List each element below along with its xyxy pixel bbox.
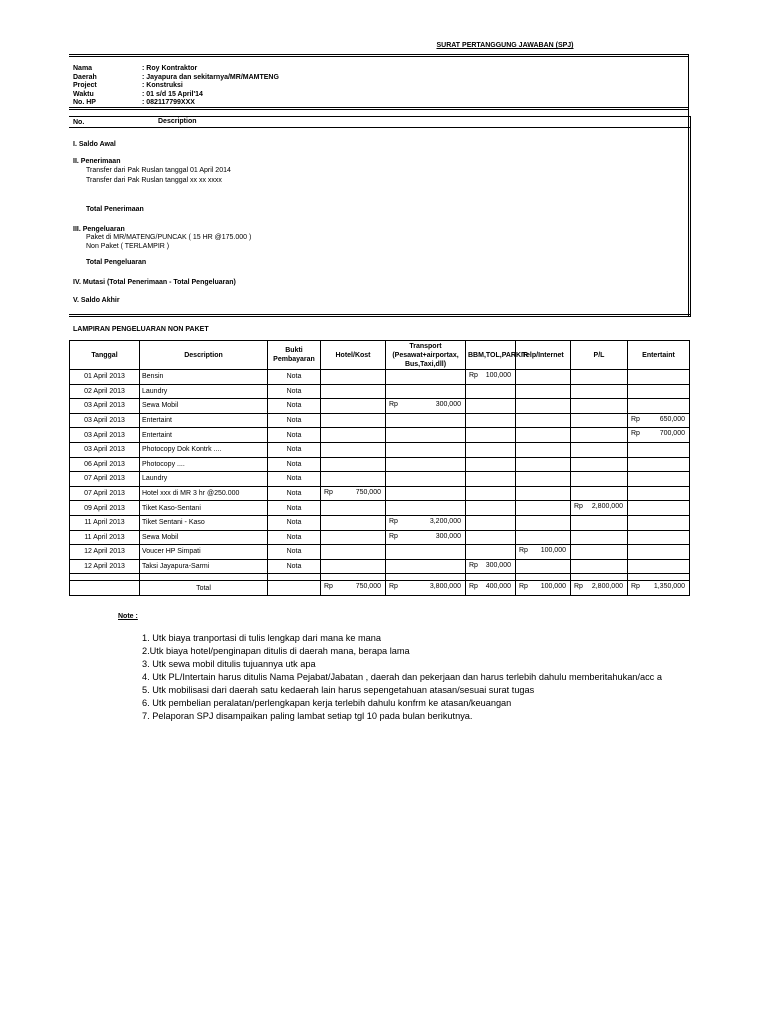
cell-hotel <box>321 370 386 385</box>
table-row <box>70 399 690 414</box>
document-title: SURAT PERTANGGUNG JAWABAN (SPJ) <box>436 42 574 49</box>
cell-ent <box>628 442 690 457</box>
cell-empty <box>516 574 571 581</box>
table-header-row <box>70 341 690 370</box>
total-ent <box>628 581 690 596</box>
cell-description: Photocopy Dok Kontrk .... <box>140 442 268 457</box>
cell-description: Sewa Mobil <box>140 399 268 414</box>
field-value: : 082117799XXX <box>142 99 195 106</box>
cell-empty <box>268 581 321 596</box>
lampiran-title: LAMPIRAN PENGELUARAN NON PAKET <box>73 326 209 333</box>
table-row <box>70 545 690 560</box>
header-divider-thick <box>69 109 689 110</box>
cell-hotel <box>321 428 386 443</box>
cell-telp <box>516 457 571 472</box>
currency-label: Rp <box>631 415 640 423</box>
currency-label: Rp <box>469 372 478 379</box>
cell-empty <box>321 574 386 581</box>
cell-pl <box>571 545 628 560</box>
cell-bukti: Nota <box>268 472 321 487</box>
currency-label: Rp <box>324 583 333 591</box>
th-telp: Telp/Internet <box>516 341 571 370</box>
note-item: 1. Utk biaya tranportasi di tulis lengkap dari mana ke mana <box>142 633 382 643</box>
cell-pl <box>571 370 628 385</box>
cell-bukti: Nota <box>268 384 321 399</box>
currency-label: Rp <box>389 532 398 540</box>
cell-bbm <box>466 472 516 487</box>
cell-transport <box>386 472 466 487</box>
cell-empty <box>628 574 690 581</box>
table-row <box>70 472 690 487</box>
cell-description: Sewa Mobil <box>140 530 268 545</box>
amount: 3,200,000 <box>429 517 461 525</box>
cell-pl <box>571 428 628 443</box>
cell-bukti: Nota <box>268 545 321 560</box>
currency-label: Rp <box>389 517 398 525</box>
cell-pl <box>571 486 628 501</box>
cell-empty <box>268 574 321 581</box>
colhead-bottom-line <box>69 127 691 128</box>
cell-telp <box>516 559 571 574</box>
cell-description: Tiket Kaso-Sentani <box>140 501 268 516</box>
field-value: : Jayapura dan sekitarnya/MR/MAMTENG <box>142 73 279 81</box>
cell-hotel <box>321 472 386 487</box>
cell-ent <box>628 559 690 574</box>
cell-telp <box>516 530 571 545</box>
cell-hotel <box>321 501 386 516</box>
cell-bbm <box>466 559 516 574</box>
cell-hotel <box>321 384 386 399</box>
cell-tanggal: 12 April 2013 <box>70 559 140 574</box>
table-row <box>70 486 690 501</box>
currency-label: Rp <box>519 547 528 555</box>
cell-bbm <box>466 515 516 530</box>
table-row <box>70 370 690 385</box>
cell-bukti: Nota <box>268 486 321 501</box>
cell-transport <box>386 530 466 545</box>
field-label: Nama <box>73 65 93 72</box>
note-item: 5. Utk mobilisasi dari daerah satu kedaerah lain harus sepengetahuan atasan/sesuai surat tugas <box>142 685 535 695</box>
cell-empty <box>70 574 140 581</box>
currency-label: Rp <box>389 401 398 409</box>
cell-bbm <box>466 486 516 501</box>
cell-description: Taksi Jayapura-Sarmi <box>140 559 268 574</box>
currency-label: Rp <box>519 583 528 591</box>
cell-ent <box>628 457 690 472</box>
th-hotel: Hotel/Kost <box>321 341 386 370</box>
amount: 700,000 <box>659 430 685 438</box>
saldo-akhir: V. Saldo Akhir <box>73 297 120 304</box>
cell-description: Tiket Sentani - Kaso <box>140 515 268 530</box>
cell-transport <box>386 370 466 385</box>
cell-hotel <box>321 486 386 501</box>
cell-ent <box>628 530 690 545</box>
th-description: Description <box>140 341 268 370</box>
notes-list <box>142 632 662 723</box>
cell-bukti: Nota <box>268 399 321 414</box>
th-entertaint: Entertaint <box>628 341 690 370</box>
table-row <box>70 442 690 457</box>
currency-label: Rp <box>631 430 640 438</box>
table-row <box>70 530 690 545</box>
cell-description: Bensin <box>140 370 268 385</box>
total-penerimaan: Total Penerimaan <box>86 206 144 213</box>
cell-ent <box>628 501 690 516</box>
cell-bbm <box>466 428 516 443</box>
cell-bukti: Nota <box>268 559 321 574</box>
cell-pl <box>571 399 628 414</box>
field-label: Project <box>73 82 97 89</box>
cell-empty <box>571 574 628 581</box>
table-gap-row <box>70 574 690 581</box>
cell-transport <box>386 384 466 399</box>
total-hotel <box>321 581 386 596</box>
cell-ent <box>628 545 690 560</box>
cell-transport <box>386 457 466 472</box>
field-label: No. HP <box>73 99 96 106</box>
cell-hotel <box>321 559 386 574</box>
note-item: 7. Pelaporan SPJ disampaikan paling lambat setiap tgl 10 pada bulan berikutnya. <box>142 711 473 721</box>
paket-line: Paket di MR/MATENG/PUNCAK ( 15 HR @175.000 ) <box>86 234 252 241</box>
cell-telp <box>516 442 571 457</box>
cell-description: Voucer HP Simpati <box>140 545 268 560</box>
field-value: : Roy Kontraktor <box>142 65 198 72</box>
top-border-thick <box>69 56 689 57</box>
cell-ent <box>628 370 690 385</box>
cell-transport <box>386 486 466 501</box>
th-bbm: BBM,TOL,PARKIR <box>466 341 516 370</box>
note-item: 4. Utk PL/Intertain harus ditulis Nama Pejabat/Jabatan , daerah dan pekerjaan dan harus terlebih dahulu memberitahukan/acc a <box>142 672 662 682</box>
cell-pl <box>571 457 628 472</box>
cell-transport <box>386 399 466 414</box>
amount: 100,000 <box>485 372 511 379</box>
cell-empty <box>466 574 516 581</box>
mutasi: IV. Mutasi (Total Penerimaan - Total Pengeluaran) <box>73 279 236 286</box>
cell-pl <box>571 530 628 545</box>
cell-hotel <box>321 545 386 560</box>
cell-ent <box>628 515 690 530</box>
cell-bbm <box>466 530 516 545</box>
saldo-awal: I. Saldo Awal <box>73 141 116 148</box>
currency-label: Rp <box>574 583 583 591</box>
cell-telp <box>516 413 571 428</box>
note-item: 3. Utk sewa mobil ditulis tujuannya utk apa <box>142 659 316 669</box>
table-row <box>70 501 690 516</box>
cell-pl <box>571 384 628 399</box>
table-row <box>70 413 690 428</box>
right-border-inner <box>690 116 691 316</box>
cell-bbm <box>466 545 516 560</box>
cell-bukti: Nota <box>268 515 321 530</box>
cell-description: Entertaint <box>140 428 268 443</box>
cell-tanggal: 03 April 2013 <box>70 442 140 457</box>
table-row <box>70 428 690 443</box>
cell-description: Photocopy .... <box>140 457 268 472</box>
cell-hotel <box>321 457 386 472</box>
cell-telp <box>516 370 571 385</box>
cell-bukti: Nota <box>268 428 321 443</box>
lampiran-table <box>69 340 690 596</box>
total-telp <box>516 581 571 596</box>
field-label: Waktu <box>73 90 94 98</box>
cell-bbm <box>466 442 516 457</box>
cell-transport <box>386 428 466 443</box>
table-row <box>70 515 690 530</box>
cell-hotel <box>321 442 386 457</box>
col-description-header: Description <box>158 118 197 125</box>
pengeluaran: III. Pengeluaran <box>73 226 125 233</box>
amount: 1,350,000 <box>653 583 685 591</box>
th-pl: P/L <box>571 341 628 370</box>
cell-bukti: Nota <box>268 530 321 545</box>
currency-label: Rp <box>631 583 640 591</box>
cell-telp <box>516 501 571 516</box>
cell-hotel <box>321 413 386 428</box>
cell-pl <box>571 515 628 530</box>
cell-tanggal: 11 April 2013 <box>70 515 140 530</box>
spj-bottom-line-thick <box>69 316 691 317</box>
cell-tanggal: 06 April 2013 <box>70 457 140 472</box>
cell-empty <box>70 581 140 596</box>
cell-bbm <box>466 384 516 399</box>
cell-bukti: Nota <box>268 457 321 472</box>
note-title: Note : <box>118 613 138 620</box>
amount: 100,000 <box>540 547 566 555</box>
cell-pl <box>571 559 628 574</box>
cell-telp <box>516 428 571 443</box>
non-paket-line: Non Paket ( TERLAMPIR ) <box>86 243 170 250</box>
top-border <box>69 54 689 55</box>
table-row <box>70 457 690 472</box>
cell-bbm <box>466 399 516 414</box>
cell-description: Hotel xxx di MR 3 hr @250.000 <box>140 486 268 501</box>
cell-tanggal: 01 April 2013 <box>70 370 140 385</box>
cell-tanggal: 09 April 2013 <box>70 501 140 516</box>
cell-telp <box>516 515 571 530</box>
cell-hotel <box>321 515 386 530</box>
currency-label: Rp <box>324 488 333 496</box>
cell-tanggal: 02 April 2013 <box>70 384 140 399</box>
cell-ent <box>628 486 690 501</box>
cell-hotel <box>321 399 386 414</box>
cell-bbm <box>466 501 516 516</box>
field-value: : 01 s/d 15 April'14 <box>142 90 203 98</box>
amount: 400,000 <box>485 583 511 591</box>
cell-tanggal: 07 April 2013 <box>70 472 140 487</box>
amount: 300,000 <box>435 401 461 409</box>
col-no-header: No. <box>73 119 85 126</box>
cell-transport <box>386 515 466 530</box>
spj-bottom-line <box>69 314 691 315</box>
cell-ent <box>628 428 690 443</box>
transfer-1: Transfer dari Pak Ruslan tanggal 01 April 2014 <box>86 167 231 174</box>
cell-ent <box>628 399 690 414</box>
cell-telp <box>516 384 571 399</box>
currency-label: Rp <box>469 583 478 591</box>
transfer-2: Transfer dari Pak Ruslan tanggal xx xx xxxx <box>86 177 222 184</box>
right-border <box>688 54 689 316</box>
cell-bbm <box>466 370 516 385</box>
cell-bukti: Nota <box>268 442 321 457</box>
cell-pl <box>571 501 628 516</box>
cell-ent <box>628 472 690 487</box>
cell-pl <box>571 413 628 428</box>
cell-pl <box>571 472 628 487</box>
table-row <box>70 559 690 574</box>
table-row <box>70 384 690 399</box>
cell-tanggal: 03 April 2013 <box>70 399 140 414</box>
total-transport <box>386 581 466 596</box>
field-label: Daerah <box>73 73 97 81</box>
cell-tanggal: 03 April 2013 <box>70 413 140 428</box>
amount: 300,000 <box>435 532 461 540</box>
amount: 3,800,000 <box>429 583 461 591</box>
currency-label: Rp <box>469 561 478 569</box>
header-divider <box>69 107 689 108</box>
cell-bbm <box>466 457 516 472</box>
cell-ent <box>628 413 690 428</box>
amount: 100,000 <box>540 583 566 591</box>
cell-transport <box>386 545 466 560</box>
total-pengeluaran: Total Pengeluaran <box>86 259 147 266</box>
penerimaan: II. Penerimaan <box>73 158 121 165</box>
cell-tanggal: 12 April 2013 <box>70 545 140 560</box>
note-item: 6. Utk pembelian peralatan/perlengkapan kerja terlebih dahulu konfrm ke atasan/keuangan <box>142 698 512 708</box>
cell-hotel <box>321 530 386 545</box>
cell-empty <box>140 574 268 581</box>
cell-bukti: Nota <box>268 413 321 428</box>
cell-total-label: Total <box>140 581 268 596</box>
cell-telp <box>516 486 571 501</box>
cell-ent <box>628 384 690 399</box>
cell-telp <box>516 399 571 414</box>
cell-bbm <box>466 413 516 428</box>
cell-transport <box>386 559 466 574</box>
cell-bukti: Nota <box>268 501 321 516</box>
cell-description: Entertaint <box>140 413 268 428</box>
th-transport: Transport (Pesawat+airportax, Bus,Taxi,dll) <box>386 341 466 370</box>
currency-label: Rp <box>574 503 583 511</box>
amount: 2,800,000 <box>591 503 623 511</box>
note-item: 2.Utk biaya hotel/penginapan ditulis di daerah mana, berapa lama <box>142 646 410 656</box>
cell-pl <box>571 442 628 457</box>
cell-telp <box>516 545 571 560</box>
amount: 750,000 <box>355 583 381 591</box>
currency-label: Rp <box>389 583 398 591</box>
cell-tanggal: 07 April 2013 <box>70 486 140 501</box>
cell-transport <box>386 442 466 457</box>
th-tanggal: Tanggal <box>70 341 140 370</box>
cell-tanggal: 03 April 2013 <box>70 428 140 443</box>
cell-transport <box>386 501 466 516</box>
cell-bukti: Nota <box>268 370 321 385</box>
total-bbm <box>466 581 516 596</box>
amount: 750,000 <box>355 488 381 496</box>
table-total-row <box>70 581 690 596</box>
cell-transport <box>386 413 466 428</box>
amount: 300,000 <box>485 561 511 569</box>
amount: 2,800,000 <box>591 583 623 591</box>
field-value: : Konstruksi <box>142 82 183 89</box>
cell-empty <box>386 574 466 581</box>
th-bukti: Bukti Pembayaran <box>268 341 321 370</box>
cell-telp <box>516 472 571 487</box>
cell-description: Laundry <box>140 384 268 399</box>
cell-description: Laundry <box>140 472 268 487</box>
amount: 650,000 <box>659 415 685 423</box>
total-pl <box>571 581 628 596</box>
cell-tanggal: 11 April 2013 <box>70 530 140 545</box>
